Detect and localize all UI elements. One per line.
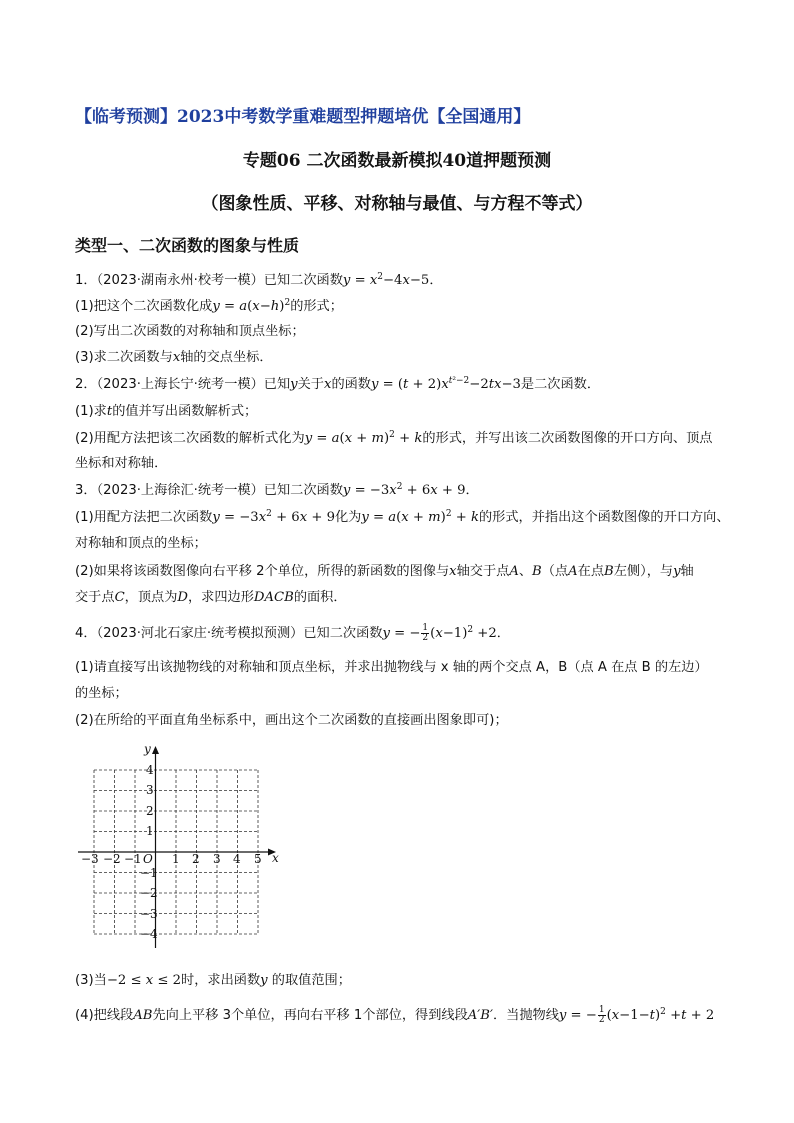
q1-intro: 1．（2023·湖南永州·校考一模）已知二次函数$y = x^2-4x-5$． xyxy=(75,272,443,288)
q4-part2: (2)在所给的平面直角坐标系中，画出这个二次函数的直接画出图象即可)； xyxy=(75,713,508,728)
banner-title: 【临考预测】2023中考数学重难题型押题培优【全国通用】 xyxy=(75,107,531,127)
coordinate-grid xyxy=(72,738,302,958)
axes xyxy=(78,746,276,948)
y-tick-label: −2 xyxy=(140,886,158,900)
q2-part1: (1)求t的值并写出函数解析式； xyxy=(75,404,258,419)
q1-part2: (2)写出二次函数的对称轴和顶点坐标； xyxy=(75,324,305,339)
y-tick-label: 3 xyxy=(146,783,154,797)
x-tick-label: −2 xyxy=(103,852,121,866)
q3-part2: (2)如果将该函数图像向右平移 2个单位，所得的新函数的图像与x轴交于点A、B（点A在点B左侧），与y轴 xyxy=(75,564,694,579)
x-tick-label: 5 xyxy=(254,852,262,866)
q2-part2: (2)用配方法把该二次函数的解析式化为$y = a(x + m)^2 + k$的形式，并写出该二次函数图像的开口方向、顶点 xyxy=(75,430,713,446)
q4-part3: (3)当−2 ≤ x ≤ 2时，求出函数y 的取值范围； xyxy=(75,973,351,988)
y-tick-label: −1 xyxy=(140,866,158,880)
x-axis-label: x xyxy=(272,851,279,865)
q3-intro: 3．（2023·上海徐汇·统考一模）已知二次函数$y = -3x^2 + 6x + 9$． xyxy=(75,482,479,498)
q1-part1: (1)把这个二次函数化成$y = a(x-h)^2$的形式； xyxy=(75,298,343,314)
x-tick-label: 4 xyxy=(233,852,241,866)
q2-intro: 2．（2023·上海长宁·统考一模）已知y关于x的函数$y = (t + 2)x^{t^2-2}-2tx-3$是二次函数． xyxy=(75,376,601,392)
q2-part2-cont: 坐标和对称轴． xyxy=(75,456,168,471)
x-tick-label: −1 xyxy=(124,852,142,866)
x-tick-label: −3 xyxy=(81,852,99,866)
y-tick-label: 4 xyxy=(146,763,154,777)
section-heading: 类型一、二次函数的图象与性质 xyxy=(75,236,300,255)
q4-intro: 4．（2023·河北石家庄·统考模拟预测）已知二次函数y = − $\frac{1}{2}$ $(x-1)^2 +2$． xyxy=(75,622,510,643)
y-tick-label: −4 xyxy=(140,927,158,941)
q4-part1-cont: 的坐标； xyxy=(75,686,128,701)
x-tick-label: 3 xyxy=(213,852,221,866)
q4-part1: (1)请直接写出该抛物线的对称轴和顶点坐标，并求出抛物线与 x 轴的两个交点 A，B（点 A 在点 B 的左边） xyxy=(75,660,708,675)
y-tick-label: 2 xyxy=(146,804,154,818)
q1-part3: (3)求二次函数与x轴的交点坐标． xyxy=(75,350,273,365)
y-tick-label: −3 xyxy=(140,907,158,921)
y-axis-label: y xyxy=(144,742,151,756)
origin-label: O xyxy=(143,852,153,866)
x-tick-label: 1 xyxy=(172,852,180,866)
y-tick-label: 1 xyxy=(146,824,154,838)
x-tick-label: 2 xyxy=(192,852,200,866)
q4-part4: (4)把线段AB先向上平移 3个单位，再向右平移 1个部位，得到线段A′B′．当抛物线y = − $\frac{1}{2}$ $(x-1-t)^2 +t + 2$ xyxy=(75,1004,715,1025)
topic-title: 专题06 二次函数最新模拟40道押题预测 xyxy=(242,151,552,171)
q3-part1: (1)用配方法把二次函数$y = -3x^2 + 6x + 9$化为$y = a(x + m)^2 + k$的形式，并指出这个函数图像的开口方向、 xyxy=(75,509,730,525)
topic-subtitle: （图象性质、平移、对称轴与最值、与方程不等式） xyxy=(201,194,593,214)
q3-part1-cont: 对称轴和顶点的坐标； xyxy=(75,536,207,551)
y-axis-arrow xyxy=(152,746,159,754)
q3-part2-cont: 交于点C，顶点为D，求四边形DACB的面积． xyxy=(75,590,347,605)
